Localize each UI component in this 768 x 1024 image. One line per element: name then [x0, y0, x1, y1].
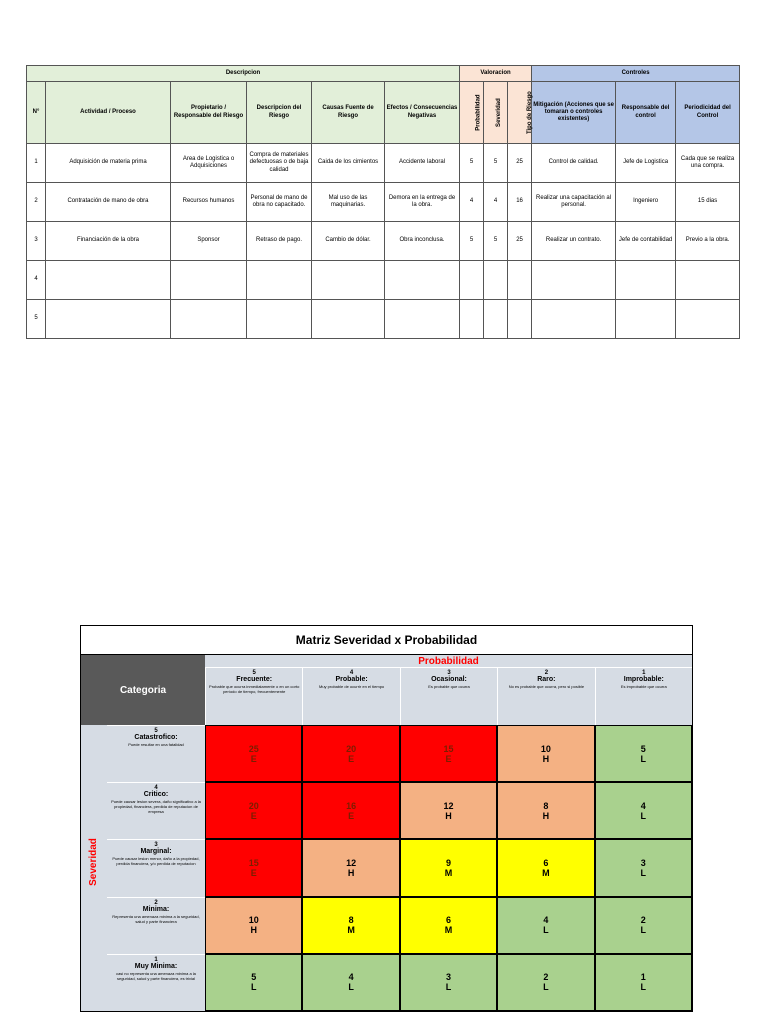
matrix-cell: [400, 782, 497, 839]
table-row: [27, 300, 740, 339]
matrix-cell: [595, 782, 692, 839]
cell-level: L: [640, 810, 647, 821]
matrix-cell: [497, 782, 594, 839]
column-name: Raro:: [537, 676, 556, 683]
cell-level: E: [250, 810, 257, 821]
cell-tipo: [508, 300, 532, 339]
header-periodicidad: Periodicidad del Control: [676, 82, 740, 144]
matrix-cell: [205, 725, 302, 782]
cell-tipo: [508, 261, 532, 300]
cell-n: 2: [27, 183, 46, 222]
table-row: [27, 261, 740, 300]
cell-level: E: [445, 753, 452, 764]
header-probabilidad: [460, 82, 484, 144]
cell-level: L: [640, 925, 647, 936]
column-num: 2: [544, 670, 549, 676]
probability-column-header: [497, 668, 594, 725]
cell-level: L: [348, 982, 354, 993]
column-num: 3: [447, 670, 451, 676]
matrix-cell: [497, 839, 594, 896]
cell-descripcion: Personal de mano de obra no capacitado.: [247, 183, 312, 222]
cell-propietario: Recursos humanos: [171, 183, 247, 222]
matrix-cell: [595, 839, 692, 896]
cell-n: 5: [27, 300, 46, 339]
cell-periodicidad: [676, 261, 740, 300]
column-desc: Probable que ocurra inmediatamente o en un corto período de tiempo, frecuentemente: [209, 684, 300, 694]
header-descripcion: Descripcion del Riesgo: [247, 82, 312, 144]
cell-score: 8: [543, 800, 549, 811]
row-num: 5: [154, 728, 158, 734]
cell-level: L: [445, 982, 452, 993]
cell-level: L: [543, 982, 549, 993]
cell-score: 10: [540, 743, 551, 754]
cell-score: 20: [346, 743, 357, 754]
cell-score: 6: [445, 915, 451, 926]
cell-score: 10: [248, 915, 259, 926]
cell-severidad: [484, 261, 508, 300]
header-severidad-text: Severidad: [495, 98, 502, 127]
row-name: Marginal:: [140, 848, 172, 856]
cell-periodicidad: Cada que se realiza una compra.: [676, 144, 740, 183]
cell-causas: [312, 300, 385, 339]
cell-score: 15: [443, 743, 454, 754]
cell-causas: Cambio de dólar.: [312, 222, 385, 261]
row-name: Minima:: [142, 905, 170, 913]
matrix-cell: [302, 839, 399, 896]
table-row: [27, 144, 740, 183]
matrix-cell: [595, 725, 692, 782]
matrix-cell: [205, 954, 302, 1011]
cell-efectos: Obra inconclusa.: [385, 222, 460, 261]
matrix-cell: [400, 897, 497, 954]
matrix-cell: [302, 725, 399, 782]
cell-score: 16: [346, 800, 357, 811]
cell-tipo: 16: [508, 183, 532, 222]
cell-periodicidad: [676, 300, 740, 339]
matrix-cell: [302, 782, 399, 839]
table-row: [27, 222, 740, 261]
column-name: Improbable:: [623, 676, 664, 683]
cell-level: M: [347, 925, 355, 936]
header-probabilidad-text: Probabilidad: [475, 94, 482, 131]
cell-actividad: Contratación de mano de obra: [46, 183, 171, 222]
probability-column-header: [205, 668, 302, 725]
cell-periodicidad: 15 dias: [676, 183, 740, 222]
cell-level: H: [445, 810, 452, 821]
cell-severidad: 5: [484, 222, 508, 261]
cell-responsable: Ingeniero: [616, 183, 676, 222]
cell-level: M: [444, 925, 453, 936]
column-num: 5: [252, 670, 256, 676]
matrix-cell: [400, 725, 497, 782]
cell-responsable: Jefe de Logistica: [616, 144, 676, 183]
cell-n: 3: [27, 222, 46, 261]
row-num: 1: [154, 956, 158, 963]
matrix-cell: [400, 839, 497, 896]
cell-causas: [312, 261, 385, 300]
header-tipo: [508, 82, 532, 144]
cell-actividad: Adquisición de materia prima: [46, 144, 171, 183]
cell-responsable: Jefe de contabilidad: [616, 222, 676, 261]
row-name: Muy Minima:: [134, 962, 178, 970]
cell-n: 1: [27, 144, 46, 183]
cell-score: 20: [248, 800, 259, 811]
probabilidad-title: Probabilidad: [205, 655, 692, 668]
header-causas: Causas Fuente de Riesgo: [312, 82, 385, 144]
cell-level: H: [347, 867, 355, 878]
cell-causas: Caida de los cimientos: [312, 144, 385, 183]
row-desc: Puede resultar en una fatalidad: [128, 742, 184, 747]
matrix-cell: [595, 954, 692, 1011]
cell-score: 3: [445, 972, 451, 983]
cell-score: 12: [443, 800, 454, 811]
cell-efectos: [385, 300, 460, 339]
header-propietario: Propietario / Responsable del Riesgo: [171, 82, 247, 144]
header-efectos: Efectos / Consecuencias Negativas: [385, 82, 460, 144]
cell-n: 4: [27, 261, 46, 300]
cell-score: 15: [248, 857, 259, 868]
severidad-title: Severidad: [88, 838, 99, 886]
row-name: Catastrofico:: [134, 734, 178, 741]
cell-mitigacion: [532, 300, 616, 339]
cell-responsable: [616, 300, 676, 339]
cell-score: 5: [251, 972, 257, 983]
cell-responsable: [616, 261, 676, 300]
cell-severidad: 5: [484, 144, 508, 183]
column-desc: Muy probable de ocurrir en el tiempo: [319, 684, 385, 689]
row-desc: casi no representa una amenaza minima a la seguridad, salud y parte financiera, es trivial: [116, 970, 196, 981]
cell-level: H: [542, 753, 550, 764]
cell-probabilidad: 5: [460, 222, 484, 261]
cell-mitigacion: Realizar una capacitación al personal.: [532, 183, 616, 222]
column-num: 4: [349, 670, 354, 676]
matrix-cell: [205, 782, 302, 839]
matrix-cell: [205, 839, 302, 896]
cell-causas: Mal uso de las maquinarias.: [312, 183, 385, 222]
cell-tipo: 25: [508, 144, 532, 183]
cell-score: 8: [348, 915, 354, 926]
cell-efectos: Accidente laboral: [385, 144, 460, 183]
cell-propietario: [171, 261, 247, 300]
severity-row-header: [107, 897, 205, 954]
cell-tipo: 25: [508, 222, 532, 261]
cell-actividad: Financiación de la obra: [46, 222, 171, 261]
cell-descripcion: Compra de materiales defectuosas o de baja calidad: [247, 144, 312, 183]
header-actividad: Actividad / Proceso: [46, 82, 171, 144]
cell-score: 12: [346, 857, 357, 868]
severity-row-header: [107, 839, 205, 896]
probability-column-header: [595, 668, 692, 725]
column-name: Frecuente:: [236, 676, 273, 683]
matrix-cell: [497, 954, 594, 1011]
matrix-cell: [497, 725, 594, 782]
cell-score: 6: [543, 857, 549, 868]
table-row: [27, 183, 740, 222]
severity-probability-matrix: [80, 625, 693, 1012]
cell-efectos: [385, 261, 460, 300]
cell-level: M: [444, 867, 453, 878]
cell-level: L: [543, 925, 549, 936]
risk-table-body: [27, 144, 740, 339]
cell-level: E: [348, 810, 355, 821]
cell-probabilidad: [460, 261, 484, 300]
group-controles: Controles: [532, 66, 740, 82]
matrix-cell: [595, 897, 692, 954]
cell-mitigacion: [532, 261, 616, 300]
header-responsable: Responsable del control: [616, 82, 676, 144]
column-num: 1: [642, 670, 646, 676]
cell-score: 2: [640, 915, 646, 926]
cell-score: 4: [348, 972, 354, 983]
cell-level: E: [348, 753, 355, 764]
cell-level: L: [640, 753, 647, 764]
matrix-cell: [205, 897, 302, 954]
row-desc: Puede causar lesion menor, daño a la propiedad, perdida financiera, y/o perdida de reputacion: [112, 856, 200, 867]
cell-periodicidad: Previo a la obra.: [676, 222, 740, 261]
cell-level: L: [250, 982, 257, 993]
column-name: Probable:: [335, 676, 368, 683]
group-descripcion: Descripcion: [27, 66, 460, 82]
column-name: Ocasional:: [431, 676, 467, 683]
cell-propietario: Area de Logistica o Adquisiciones: [171, 144, 247, 183]
cell-score: 4: [640, 800, 646, 811]
cell-level: E: [250, 753, 257, 764]
header-n: N°: [27, 82, 46, 144]
severity-row-header: [107, 954, 205, 1011]
matrix-title: Matriz Severidad x Probabilidad: [81, 626, 692, 655]
column-desc: Es improbable que ocurra: [620, 684, 667, 689]
cell-probabilidad: 4: [460, 183, 484, 222]
row-desc: Representa una amenaza minima a la seguridad, salud y parte financiera: [112, 913, 200, 924]
row-name: Critico:: [143, 791, 169, 799]
matrix-cell: [302, 954, 399, 1011]
matrix-cell: [497, 897, 594, 954]
probability-column-header: [400, 668, 497, 725]
cell-score: 25: [248, 743, 259, 754]
cell-level: M: [542, 867, 550, 878]
header-mitigacion: Mitigación (Acciones que se tomaran o controles existentes): [532, 82, 616, 144]
cell-score: 3: [640, 857, 646, 868]
cell-level: H: [542, 810, 550, 821]
cell-actividad: [46, 261, 171, 300]
row-num: 2: [154, 899, 158, 906]
cell-descripcion: [247, 261, 312, 300]
header-tipo-text: Tipo de Riesgo: [526, 91, 533, 134]
row-num: 4: [154, 785, 158, 792]
probability-column-header: [302, 668, 399, 725]
cell-severidad: [484, 300, 508, 339]
cell-propietario: [171, 300, 247, 339]
cell-mitigacion: Realizar un contrato.: [532, 222, 616, 261]
cell-probabilidad: [460, 300, 484, 339]
severidad-strip: [81, 725, 107, 1011]
column-desc: No es probable que ocurra, pero si posible: [508, 684, 585, 689]
cell-score: 5: [640, 743, 646, 754]
row-desc: Puede causar lesion severa, daño significativo a la propiedad, financiera, perdida de reputacion de empresa: [111, 799, 201, 815]
cell-actividad: [46, 300, 171, 339]
cell-level: H: [250, 925, 257, 936]
matrix-cell: [400, 954, 497, 1011]
cell-propietario: Sponsor: [171, 222, 247, 261]
cell-descripcion: [247, 300, 312, 339]
matrix-cell: [302, 897, 399, 954]
cell-descripcion: Retraso de pago.: [247, 222, 312, 261]
cell-score: 2: [543, 972, 549, 983]
severity-row-header: [107, 725, 205, 782]
cell-level: E: [250, 867, 257, 878]
cell-score: 1: [640, 972, 646, 983]
cell-level: L: [640, 982, 647, 993]
cell-probabilidad: 5: [460, 144, 484, 183]
cell-score: 9: [445, 857, 451, 868]
categoria-header: Categoria: [81, 655, 205, 725]
risk-register-table: [26, 65, 740, 339]
cell-level: L: [640, 867, 647, 878]
cell-severidad: 4: [484, 183, 508, 222]
header-severidad: [484, 82, 508, 144]
cell-efectos: Demora en la entrega de la obra.: [385, 183, 460, 222]
cell-score: 4: [543, 915, 549, 926]
group-valoracion: Valoracion: [460, 66, 532, 82]
severity-row-header: [107, 782, 205, 839]
row-num: 3: [154, 842, 158, 849]
cell-mitigacion: Control de calidad.: [532, 144, 616, 183]
column-desc: Es probable que ocurra: [428, 684, 470, 689]
